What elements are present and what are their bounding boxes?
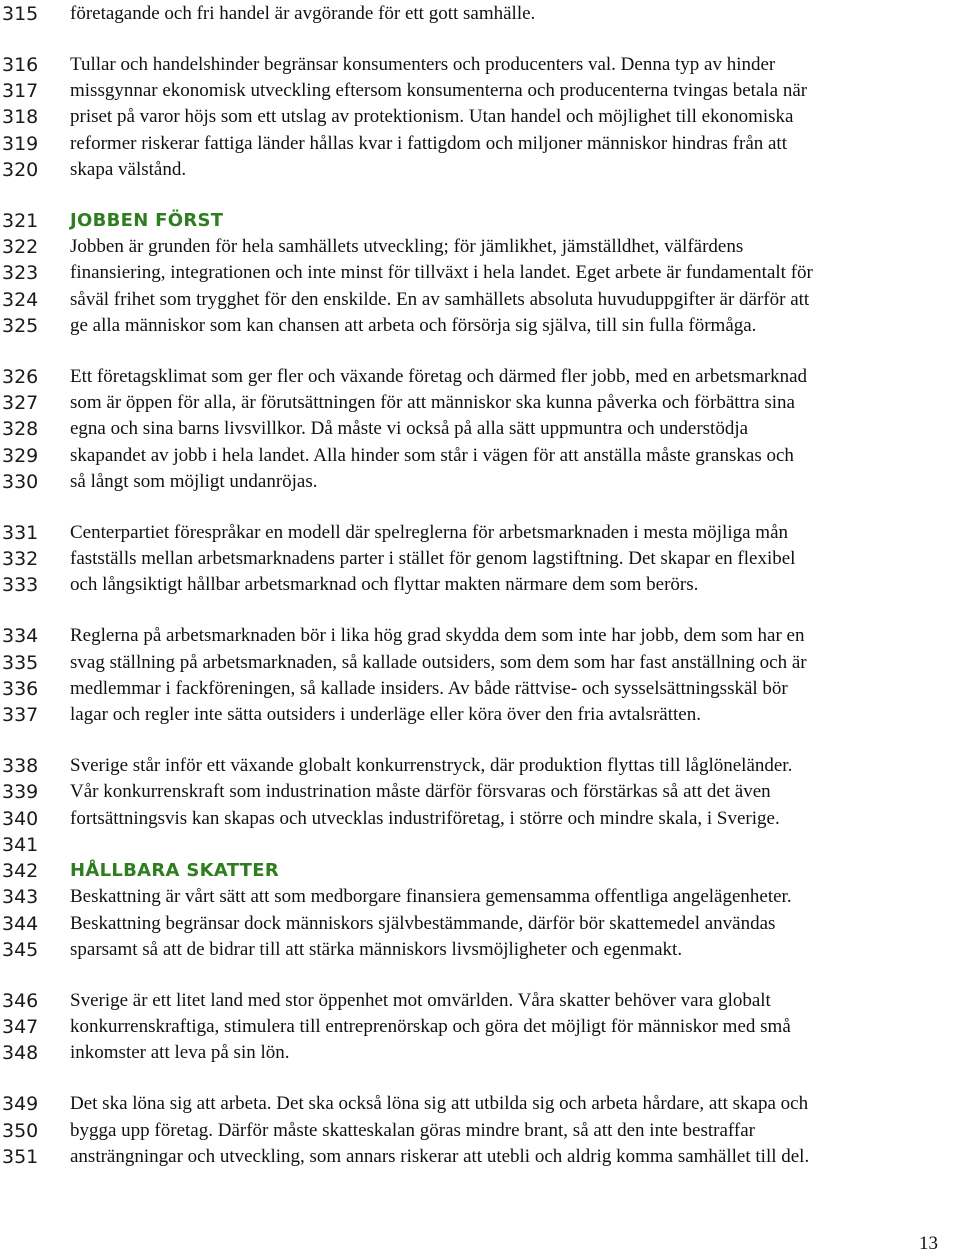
line-number: 337 [2, 704, 39, 727]
line-number: 336 [2, 677, 39, 700]
body-text-line: Beskattning är vårt sätt att som medborgare finansiera gemensamma offentliga angelägenheter. [70, 886, 792, 908]
body-text-line: Sverige är ett litet land med stor öppenhet mot omvärlden. Våra skatter behöver vara globalt [70, 989, 771, 1011]
line-number: 322 [2, 236, 39, 259]
body-text-line: så långt som möjligt undanröjas. [70, 471, 318, 492]
line-number: 317 [2, 80, 39, 103]
line-number: 338 [2, 754, 39, 777]
line-number: 333 [2, 574, 39, 597]
body-text-line: priset på varor höjs som ett utslag av protektionism. Utan handel och möjlighet till ekonomiska [70, 106, 794, 128]
line-number: 321 [2, 209, 39, 232]
line-number: 319 [2, 132, 39, 155]
body-text-line: Det ska löna sig att arbeta. Det ska också löna sig att utbilda sig och arbeta hårdare, att skapa och [70, 1093, 809, 1115]
body-text-line: ansträngningar och utveckling, som annars riskerar att utebli och aldrig komma samhället till del. [70, 1145, 810, 1167]
line-number: 316 [2, 53, 39, 76]
line-number: 326 [2, 365, 39, 388]
body-text-line: företagande och fri handel är avgörande för ett gott samhälle. [70, 3, 536, 24]
line-number: 329 [2, 444, 39, 467]
line-number: 325 [2, 315, 39, 337]
body-text-line: inkomster att leva på sin lön. [70, 1042, 290, 1064]
body-text-line: egna och sina barns livsvillkor. Då måste vi också på alla sätt uppmuntra och understödja [70, 418, 749, 440]
line-number: 345 [2, 939, 39, 961]
body-text-line: konkurrenskraftiga, stimulera till entreprenörskap och göra det möjligt för människor med små [70, 1016, 791, 1038]
body-text-line: skapa välstånd. [70, 159, 187, 180]
body-text-line: och långsiktigt hållbar arbetsmarknad och flyttar makten närmare dem som berörs. [70, 574, 699, 596]
line-number: 347 [2, 1016, 39, 1039]
body-text-line: medlemmar i fackföreningen, så kallade insiders. Av både rättvise- och sysselsättningsskäl bör [70, 677, 788, 699]
body-text-line: fortsättningsvis kan skapas och utvecklas industriföretag, i större och mindre skala, i Sverige. [70, 807, 780, 829]
line-number: 320 [2, 159, 39, 181]
line-number: 335 [2, 651, 39, 674]
body-text-line: ge alla människor som kan chansen att arbeta och försörja sig själva, till sin fulla förmåga. [70, 315, 757, 336]
body-text-line: bygga upp företag. Därför måste skatteskalan göras mindre brant, så att den inte bestraffar [70, 1119, 755, 1141]
line-number: 315 [2, 3, 39, 25]
line-number: 331 [2, 521, 39, 544]
body-text-line: Tullar och handelshinder begränsar konsumenters och producenters val. Denna typ av hinder [70, 53, 776, 75]
body-text-line: Centerpartiet förespråkar en modell där spelreglerna för arbetsmarknaden i mesta möjliga mån [70, 521, 789, 543]
line-number: 332 [2, 548, 39, 571]
body-text-line: finansiering, integrationen och inte minst för tillväxt i hela landet. Eget arbete är fundamentalt för [70, 262, 813, 284]
body-text-line: Jobben är grunden för hela samhällets utveckling; för jämlikhet, jämställdhet, välfärdens [70, 236, 744, 258]
body-text-line: som är öppen för alla, är förutsättningen för att människor ska kunna påverka och förbättra sina [70, 392, 795, 414]
body-text-line: Vår konkurrenskraft som industrination måste därför försvaras och förstärkas så att det även [70, 781, 771, 803]
body-text-line: lagar och regler inte sätta outsiders i underläge eller köra över den fria avtalsrätten. [70, 704, 701, 726]
line-number: 349 [2, 1093, 39, 1116]
body-text-line: sparsamt så att de bidrar till att stärka människors livsmöjligheter och egenmakt. [70, 939, 683, 960]
body-text-line: reformer riskerar fattiga länder hållas kvar i fattigdom och miljoner människor hindras från att [70, 132, 787, 154]
line-number: 323 [2, 262, 39, 285]
line-number: 334 [2, 625, 39, 648]
line-number: 350 [2, 1119, 39, 1142]
body-text-line: fastställs mellan arbetsmarknadens parter i stället för genom lagstiftning. Det skapar en flexibel [70, 548, 796, 570]
body-text-line: såväl frihet som trygghet för den enskilde. En av samhällets absoluta huvuduppgifter är därför att [70, 288, 810, 310]
body-text-line: Sverige står inför ett växande globalt konkurrenstryck, där produktion flyttas till låglöneländer. [70, 754, 793, 776]
line-number: 339 [2, 781, 39, 804]
line-number: 340 [2, 807, 39, 830]
body-text-line: Ett företagsklimat som ger fler och växande företag och därmed fler jobb, med en arbetsmarknad [70, 365, 808, 387]
line-number: 328 [2, 418, 39, 441]
line-number: 327 [2, 392, 39, 415]
body-text-line: skapandet av jobb i hela landet. Alla hinder som står i vägen för att anställa måste granskas och [70, 444, 794, 466]
section-heading: HÅLLBARA SKATTER [70, 860, 280, 882]
body-text-line: Reglerna på arbetsmarknaden bör i lika hög grad skydda dem som inte har jobb, dem som har en [70, 625, 805, 647]
body-text-line: missgynnar ekonomisk utveckling eftersom konsumenterna och producenterna tvingas betala när [70, 80, 808, 102]
line-number: 341 [2, 833, 39, 856]
line-number: 330 [2, 471, 39, 493]
body-text-line: svag ställning på arbetsmarknaden, så kallade outsiders, som dem som har fast anställning och är [70, 651, 807, 673]
line-number: 348 [2, 1042, 39, 1065]
line-number: 346 [2, 989, 39, 1012]
line-number: 342 [2, 860, 39, 883]
body-text-line: Beskattning begränsar dock människors självbestämmande, därför bör skattemedel användas [70, 912, 776, 934]
line-number: 324 [2, 288, 39, 311]
line-number: 343 [2, 886, 39, 909]
page-number: 13 [919, 1233, 938, 1254]
line-number: 351 [2, 1145, 39, 1168]
line-number: 344 [2, 912, 39, 935]
section-heading: JOBBEN FÖRST [70, 209, 224, 231]
line-number: 318 [2, 106, 39, 129]
